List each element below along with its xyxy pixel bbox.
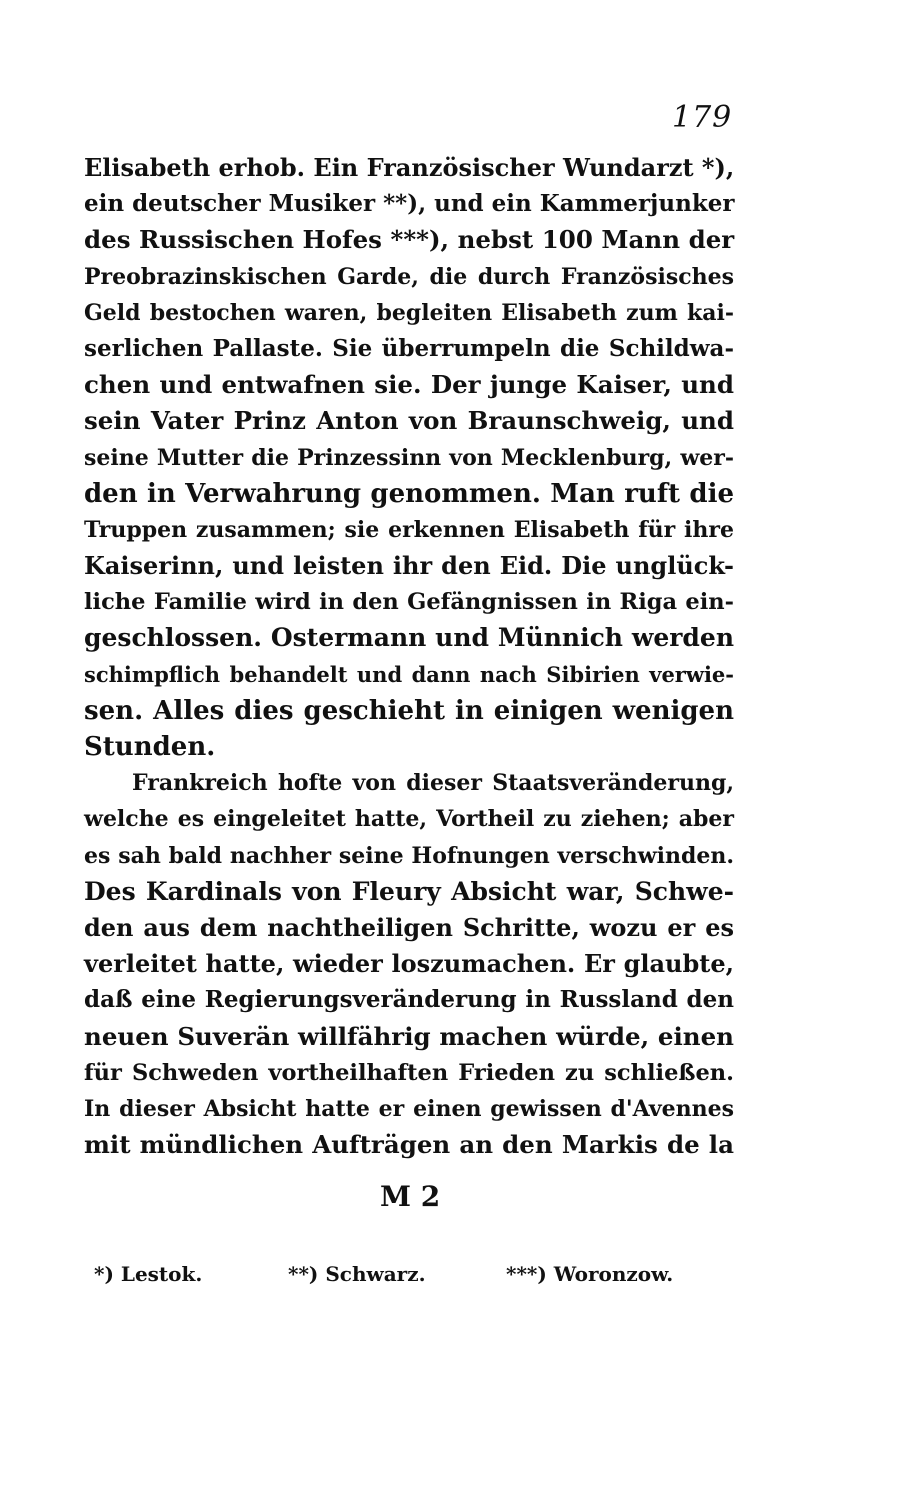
text-line: sen. Alles dies geschieht in einigen wenigen: [84, 695, 734, 726]
text-line: Preobrazinskischen Garde, die durch Französisches: [84, 263, 734, 290]
text-line: es sah bald nachher seine Hofnungen verschwinden.: [84, 842, 734, 869]
text-line: sein Vater Prinz Anton von Braunschweig, und: [84, 406, 734, 436]
footnote: ***) Woronzow.: [506, 1262, 674, 1286]
text-line: welche es eingeleitet hatte, Vortheil zu ziehen; aber: [84, 806, 734, 833]
text-line: In dieser Absicht hatte er einen gewissen d'Avennes: [84, 1095, 734, 1122]
text-line: Kaiserinn, und leisten ihr den Eid. Die unglück-: [84, 551, 734, 581]
text-line: seine Mutter die Prinzessinn von Mecklenburg, wer-: [84, 444, 734, 471]
footnote: *) Lestok.: [94, 1262, 203, 1286]
paragraph-start-line: Frankreich hofte von dieser Staatsveränderung,: [132, 770, 734, 797]
text-line: daß eine Regierungsveränderung in Russland den: [84, 986, 734, 1014]
text-line: den in Verwahrung genommen. Man ruft die: [84, 478, 734, 509]
text-line: Truppen zusammen; sie erkennen Elisabeth für ihre: [84, 516, 734, 543]
text-line: für Schweden vortheilhaften Frieden zu schließen.: [84, 1059, 734, 1086]
footnote: **) Schwarz.: [288, 1262, 426, 1286]
body-text: [84, 150, 734, 1163]
page-number: 179: [672, 100, 733, 135]
text-line: neuen Suverän willfährig machen würde, einen: [84, 1021, 734, 1051]
text-line: Des Kardinals von Fleury Absicht war, Schwe-: [84, 876, 734, 906]
text-line: den aus dem nachtheiligen Schritte, wozu er es: [84, 912, 734, 942]
text-line: liche Familie wird in den Gefängnissen in Riga ein-: [84, 589, 734, 616]
text-line: geschlossen. Ostermann und Münnich werden: [84, 623, 734, 653]
text-line: chen und entwafnen sie. Der junge Kaiser, und: [84, 370, 734, 400]
text-line: Geld bestochen waren, begleiten Elisabeth zum kai-: [84, 299, 734, 326]
text-line: mit mündlichen Aufträgen an den Markis de la: [84, 1130, 734, 1160]
text-line: des Russischen Hofes ***), nebst 100 Mann der: [84, 225, 735, 255]
text-line: verleitet hatte, wieder loszumachen. Er glaubte,: [84, 949, 734, 979]
text-line: Elisabeth erhob. Ein Französischer Wundarzt *),: [84, 153, 735, 182]
footnotes: [94, 1262, 694, 1298]
text-line: serlichen Pallaste. Sie überrumpeln die Schildwa-: [84, 334, 734, 362]
text-line: ein deutscher Musiker **), und ein Kammerjunker: [84, 190, 735, 218]
text-line: schimpflich behandelt und dann nach Sibirien verwie-: [84, 661, 734, 687]
paragraph-end-line: Stunden.: [84, 732, 216, 762]
signature-mark: M 2: [380, 1180, 441, 1213]
